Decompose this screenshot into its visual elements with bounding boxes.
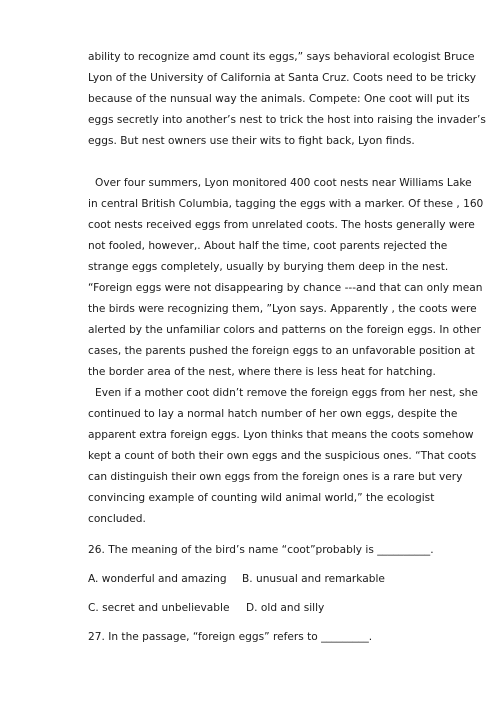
paragraph-line: because of the nunsual way the animals. Compete: One coot will put its bbox=[88, 93, 470, 105]
paragraph-line: apparent extra foreign eggs. Lyon thinks that means the coots somehow bbox=[88, 429, 474, 441]
paragraph-line: the border area of the nest, where there is less heat for hatching. bbox=[88, 366, 436, 378]
paragraph-line: not fooled, however,. About half the time, coot parents rejected the bbox=[88, 240, 448, 252]
paragraph-line: continued to lay a normal hatch number of her own eggs, despite the bbox=[88, 408, 458, 420]
paragraph-line: cases, the parents pushed the foreign eggs to an unfavorable position at bbox=[88, 345, 475, 357]
passage-paragraph-3 bbox=[88, 383, 478, 530]
passage-paragraph-1 bbox=[88, 47, 486, 152]
question-26-option-c: C. secret and unbelievable bbox=[88, 602, 230, 614]
paragraph-line: convincing example of counting wild animal world,” the ecologist bbox=[88, 492, 435, 504]
question-26-stem: 26. The meaning of the bird’s name “coot”probably is __________. bbox=[88, 544, 434, 556]
paragraph-line: “Foreign eggs were not disappearing by chance ---and that can only mean bbox=[88, 282, 483, 294]
question-26-option-d: D. old and silly bbox=[246, 602, 325, 614]
paragraph-line: eggs. But nest owners use their wits to fight back, Lyon finds. bbox=[88, 135, 415, 147]
question-27-stem: 27. In the passage, “foreign eggs” refers to _________. bbox=[88, 631, 373, 643]
paragraph-line: the birds were recognizing them, ”Lyon says. Apparently , the coots were bbox=[88, 303, 477, 315]
paragraph-line: Even if a mother coot didn’t remove the foreign eggs from her nest, she bbox=[95, 387, 478, 399]
paragraph-line: kept a count of both their own eggs and the suspicious ones. “That coots bbox=[88, 450, 477, 462]
paragraph-line: concluded. bbox=[88, 513, 146, 525]
paragraph-line: coot nests received eggs from unrelated coots. The hosts generally were bbox=[88, 219, 475, 231]
paragraph-line: Over four summers, Lyon monitored 400 coot nests near Williams Lake bbox=[95, 177, 472, 189]
question-26-option-a: A. wonderful and amazing bbox=[88, 573, 227, 585]
paragraph-line: ability to recognize amd count its eggs,” says behavioral ecologist Bruce bbox=[88, 51, 475, 63]
paragraph-line: in central British Columbia, tagging the eggs with a marker. Of these , 160 bbox=[88, 198, 484, 210]
paragraph-line: eggs secretly into another’s nest to trick the host into raising the invader’s bbox=[88, 114, 486, 126]
paragraph-line: alerted by the unfamiliar colors and patterns on the foreign eggs. In other bbox=[88, 324, 481, 336]
question-26-option-b: B. unusual and remarkable bbox=[242, 573, 385, 585]
paragraph-line: strange eggs completely, usually by burying them deep in the nest. bbox=[88, 261, 449, 273]
paragraph-line: Lyon of the University of California at Santa Cruz. Coots need to be tricky bbox=[88, 72, 477, 84]
passage-paragraph-2 bbox=[88, 173, 484, 383]
paragraph-line: can distinguish their own eggs from the foreign ones is a rare but very bbox=[88, 471, 463, 483]
